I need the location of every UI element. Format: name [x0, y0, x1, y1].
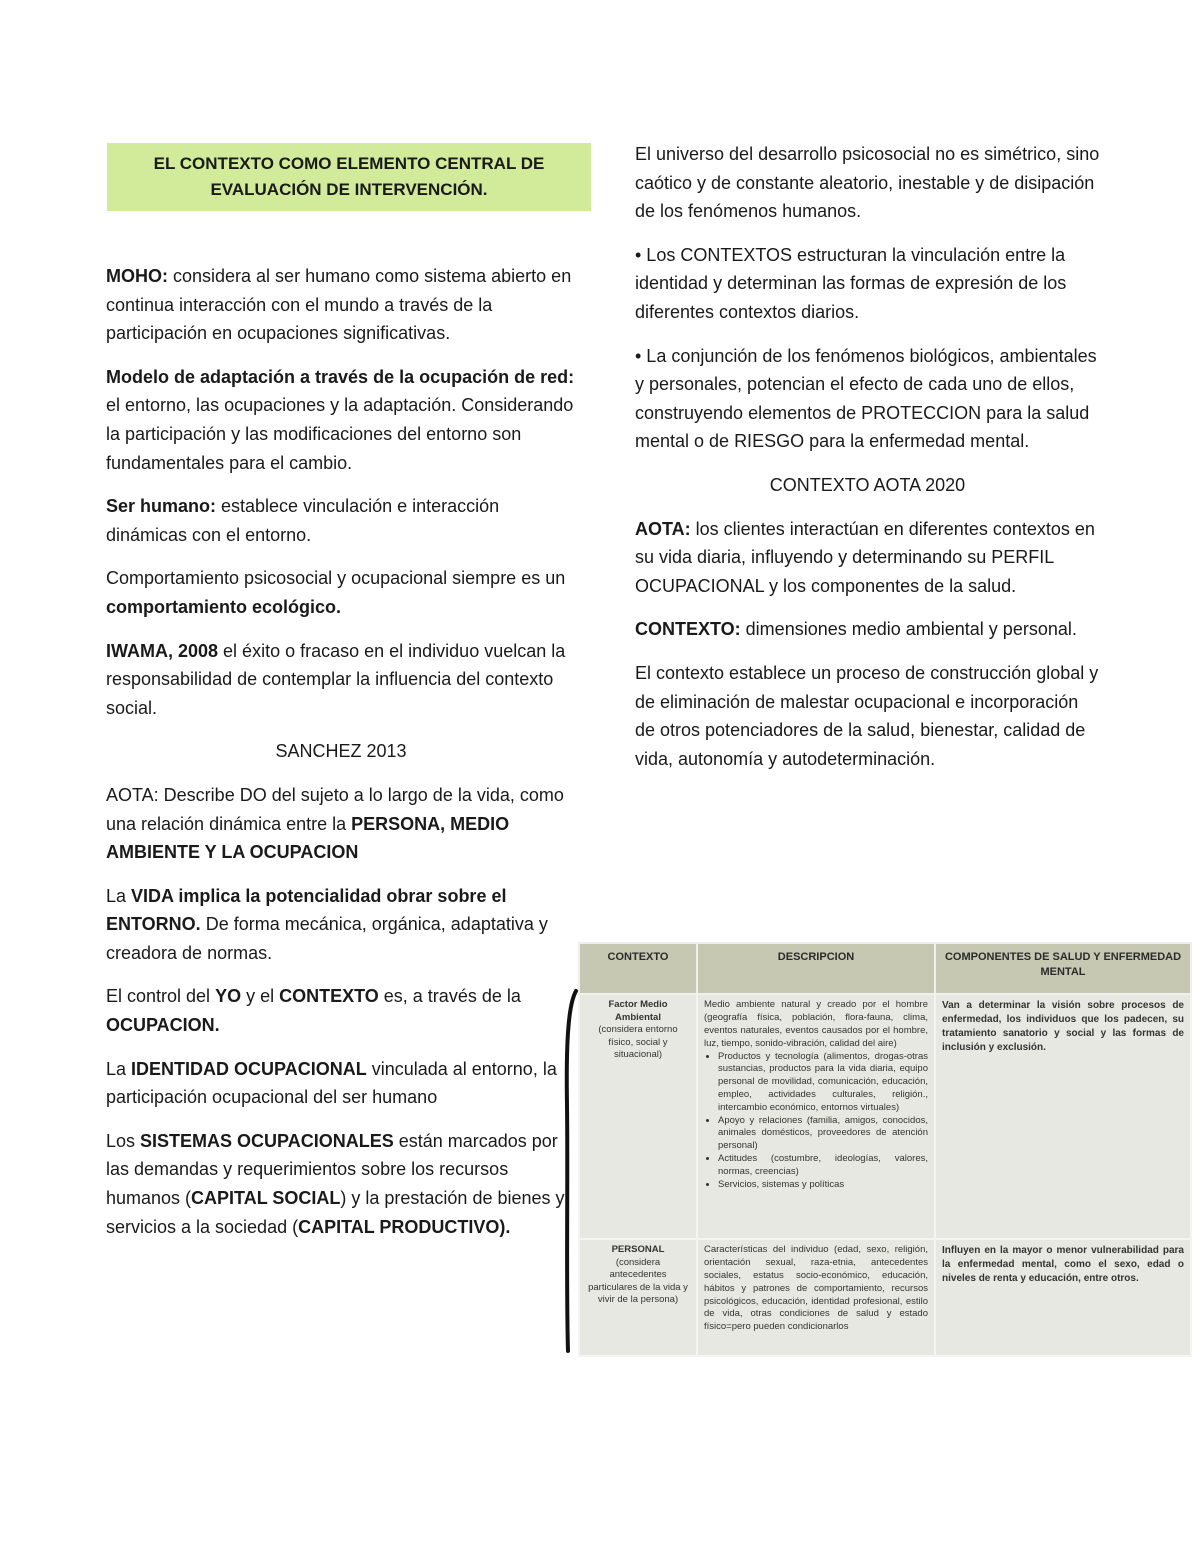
- header-contexto: CONTEXTO: [579, 943, 697, 994]
- bullet2-b: para la salud mental o de: [635, 402, 1090, 452]
- identidad-text: vinculada al entorno, la participación ocupacional del ser humano: [106, 1058, 557, 1108]
- row1-descripcion: [697, 994, 935, 1239]
- control-yo: YO: [215, 986, 242, 1007]
- iwama-label: IWAMA, 2008: [106, 640, 219, 661]
- control-paragraph: [106, 982, 576, 1039]
- table-row: [579, 1239, 1191, 1356]
- row2-descripcion: Características del individuo (edad, sexo, religión, orientación sexual, raza-etnia, antecedentes sociales, estatus socio-económico, educación, hábitos y patrones de comportamiento, recursos psicológicos, educación, identidad profesional, estilo de vida, otras condiciones de salud y estado físico=pero pueden condicionarlos: [697, 1239, 935, 1356]
- sistemas-text2: ) y la prestación de bienes y servicios a la sociedad (: [106, 1188, 565, 1237]
- aota-clientes-text: los clientes interactúan en diferentes contextos en su vida diaria, influyendo y determinando su: [635, 518, 1095, 568]
- ser-label: Ser humano:: [106, 496, 217, 517]
- control-ocup: OCUPACION.: [106, 1015, 220, 1036]
- context-table: [578, 942, 1192, 1357]
- left-column: [106, 262, 576, 1256]
- row1-componentes: Van a determinar la visión sobre procesos de enfermedad, los individuos que los padecen, su tratamiento sanatorio y social y las formas de inclusión y exclusión.: [935, 994, 1191, 1239]
- list-item: • Actitudes (costumbre, ideologías, valores, normas, creencias): [718, 1153, 928, 1179]
- control-mid2: es, a través de la: [378, 986, 521, 1007]
- table-row: [579, 994, 1191, 1239]
- row1-desc-intro: Medio ambiente natural y creado por el hombre (geografía física, población, flora-fauna, clima, eventos naturales, eventos causados por el hombre, luz, tiempo, sonido-vibración, calidad del aire): [704, 999, 928, 1049]
- aota-2020-heading: CONTEXTO AOTA 2020: [769, 474, 966, 495]
- universo-paragraph: El universo del desarrollo psicosocial no es simétrico, sino caótico y de constante aleatorio, inestable y de disipación de los fenómenos humanos.: [635, 144, 1100, 222]
- ser-text: establece vinculación e interacción dinámicas con el entorno.: [106, 496, 500, 545]
- contexto-label: CONTEXTO:: [635, 619, 741, 640]
- control-pre: El control del: [106, 986, 216, 1007]
- header-descripcion: DESCRIPCION: [697, 943, 935, 994]
- comp-text: Comportamiento psicosocial y ocupacional siempre es un: [106, 568, 566, 589]
- vida-paragraph: [106, 882, 576, 968]
- modelo-text: el entorno, las ocupaciones y la adaptación. Considerando la participación y las modificaciones del entorno son fundamentales para el cambio.: [106, 395, 574, 473]
- row2-componentes: Influyen en la mayor o menor vulnerabilidad para la enfermedad mental, como el sexo, edad o niveles de renta y educación, entre otros.: [935, 1239, 1191, 1356]
- iwama-paragraph: [106, 637, 576, 723]
- row1-contexto: [579, 994, 697, 1239]
- bullet2-riesgo: RIESGO: [734, 431, 805, 452]
- row1-desc-list: [704, 1051, 928, 1192]
- sistemas-text: están marcados por las demandas y requerimientos sobre los recursos humanos (: [106, 1130, 558, 1209]
- capital-productivo: CAPITAL PRODUCTIVO).: [298, 1216, 511, 1237]
- row1-contexto-sub: (considera entorno físico, social y situacional): [598, 1024, 678, 1061]
- aota-label: AOTA:: [635, 518, 691, 539]
- control-ctx: CONTEXTO: [279, 986, 379, 1007]
- header-componentes: COMPONENTES DE SALUD Y ENFERMEDAD MENTAL: [935, 943, 1191, 994]
- comportamiento-paragraph: [106, 564, 576, 621]
- capital-social: CAPITAL SOCIAL: [191, 1188, 341, 1209]
- aota-end: y los componentes de la salud.: [764, 575, 1017, 596]
- sistemas-pre: Los: [106, 1130, 141, 1151]
- title-box: [107, 143, 591, 211]
- identidad-pre: La: [106, 1058, 132, 1079]
- right-column: [635, 140, 1100, 788]
- moho-label: MOHO:: [106, 266, 168, 286]
- control-mid: y el: [241, 986, 280, 1007]
- modelo-paragraph: [106, 363, 576, 477]
- row2-contexto: [579, 1239, 697, 1356]
- list-item: • Productos y tecnología (alimentos, drogas-otras sustancias, productos para la vida diaria, equipo personal de movilidad, comunicación, educación, empleo, actividades culturales, religión., intercambio económico, entornos virtuales): [718, 1051, 928, 1115]
- aota-perfil: PERFIL OCUPACIONAL: [635, 547, 1054, 596]
- bullet-contextos: • Los CONTEXTOS estructuran la vinculación entre la identidad y determinan las formas de expresión de los diferentes contextos diarios.: [635, 244, 1067, 322]
- aota-clientes-paragraph: [635, 515, 1100, 601]
- vida-bold: VIDA implica la potencialidad obrar sobre el ENTORNO.: [106, 885, 507, 935]
- vida-text: De forma mecánica, orgánica, adaptativa y creadora de normas.: [106, 914, 548, 963]
- modelo-label: Modelo de adaptación a través de la ocupación de red:: [106, 366, 575, 387]
- iwama-text: el éxito o fracaso en el individuo vuelcan la responsabilidad de contemplar la influencia del contexto social.: [106, 640, 566, 718]
- moho-paragraph: [106, 262, 576, 348]
- sistemas-paragraph: [106, 1127, 576, 1241]
- bullet-conjuncion: [635, 342, 1100, 456]
- row1-contexto-title: Factor Medio Ambiental: [608, 999, 668, 1023]
- aota-bold: PERSONA, MEDIO AMBIENTE Y LA OCUPACION: [106, 813, 510, 863]
- bullet2-proteccion: PROTECCION: [861, 402, 982, 423]
- aota-paragraph: [106, 781, 576, 867]
- establece-paragraph: El contexto establece un proceso de construcción global y de eliminación de malestar ocupacional e incorporación de otros potenciadores de la salud, bienestar, calidad de vida, autonomía y autodeterminación.: [635, 662, 1099, 769]
- list-item: • Apoyo y relaciones (familia, amigos, conocidos, animales domésticos, proveedores de atención personal): [718, 1115, 928, 1153]
- list-item: • Servicios, sistemas y políticas: [718, 1179, 928, 1192]
- contexto-paragraph: [635, 615, 1100, 644]
- bullet2-a: • La conjunción de los fenómenos biológicos, ambientales y personales, potencian el efecto de cada uno de ellos, construyendo elementos de: [635, 345, 1097, 423]
- vida-pre: La: [106, 885, 132, 906]
- page-title: EL CONTEXTO COMO ELEMENTO CENTRAL DE EVALUACIÓN DE INTERVENCIÓN.: [153, 154, 545, 199]
- ser-humano-paragraph: [106, 492, 576, 549]
- table-header-row: [579, 943, 1191, 994]
- comp-bold: comportamiento ecológico.: [106, 596, 342, 617]
- bullet2-c: para la enfermedad mental.: [804, 431, 1030, 452]
- sanchez-heading: SANCHEZ 2013: [275, 741, 407, 762]
- identidad-bold: IDENTIDAD OCUPACIONAL: [131, 1058, 367, 1079]
- moho-text: considera al ser humano como sistema abierto en continua interacción con el mundo a través de la participación en ocupaciones significativas.: [106, 266, 572, 344]
- contexto-text: dimensiones medio ambiental y personal.: [740, 619, 1077, 640]
- identidad-paragraph: [106, 1055, 576, 1112]
- sistemas-bold: SISTEMAS OCUPACIONALES: [140, 1130, 394, 1151]
- row2-contexto-sub: (considera antecedentes particulares de la vida y vivir de la persona): [588, 1256, 688, 1306]
- aota-text: AOTA: Describe DO del sujeto a lo largo de la vida, como una relación dinámica entre la: [106, 784, 564, 834]
- bracket-mark: [560, 985, 578, 1357]
- row2-contexto-title: PERSONAL: [611, 1244, 665, 1256]
